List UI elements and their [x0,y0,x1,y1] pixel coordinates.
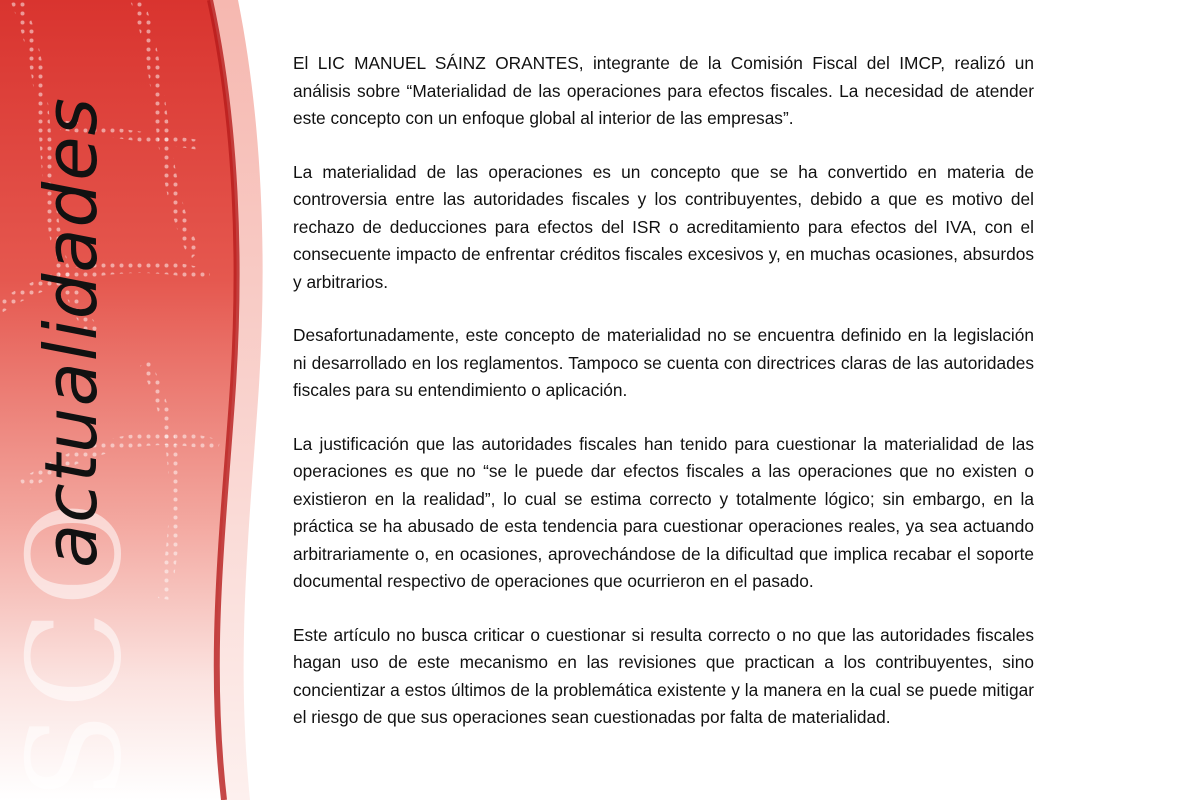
article-paragraph: El LIC MANUEL SÁINZ ORANTES, integrante de la Comisión Fiscal del IMCP, realizó un análisis sobre “Materialidad de las operaciones para efectos fiscales. La necesidad de atender este concepto con un enfoque global al interior de las empresas”. [293,53,1034,128]
article-paragraph: La materialidad de las operaciones es un concepto que se ha convertido en materia de controversia entre las autoridades fiscales y los contribuyentes, debido a que es motivo del rechazo de deducciones para efectos del ISR o acreditamiento para efectos del IVA, con el consecuente impacto de enfrentar créditos fiscales excesivos y, en muchas ocasiones, absurdos y arbitrarios. [293,161,1034,292]
article-body [293,50,1034,758]
vertical-title [1,0,158,800]
article-paragraph: Este artículo no busca criticar o cuestionar si resulta correcto o no que las autoridades fiscales hagan uso de este mecanismo en las revisiones que practican a los contribuyentes, sino concientizar a estos últimos de la problemática existente y la manera en la cual se puede mitigar el riesgo de que sus operaciones sean cuestionadas por falta de materialidad. [293,624,1034,727]
decorative-sidebar [0,0,280,800]
article-paragraph: La justificación que las autoridades fiscales han tenido para cuestionar la materialidad de las operaciones es que no “se le puede dar efectos fiscales a las operaciones que no existen o existieron en la realidad”, lo cual se estima correcto y totalmente lógico; sin embargo, en la práctica se ha abusado de esta tendencia para cuestionar operaciones reales, ya sea actuando arbitrariamente o, en ocasiones, aprovechándose de la dificultad que implica recabar el soporte documental respectivo de operaciones que ocurrieron en el pasado. [293,433,1034,591]
background-word: SCO [1,497,150,800]
article-paragraph: Desafortunadamente, este concepto de materialidad no se encuentra definido en la legislación ni desarrollado en los reglamentos. Tampoco se cuenta con directrices claras de las autoridades fiscales para su entendimiento o aplicación. [293,325,1034,400]
brand-word: actualidades [29,96,113,568]
